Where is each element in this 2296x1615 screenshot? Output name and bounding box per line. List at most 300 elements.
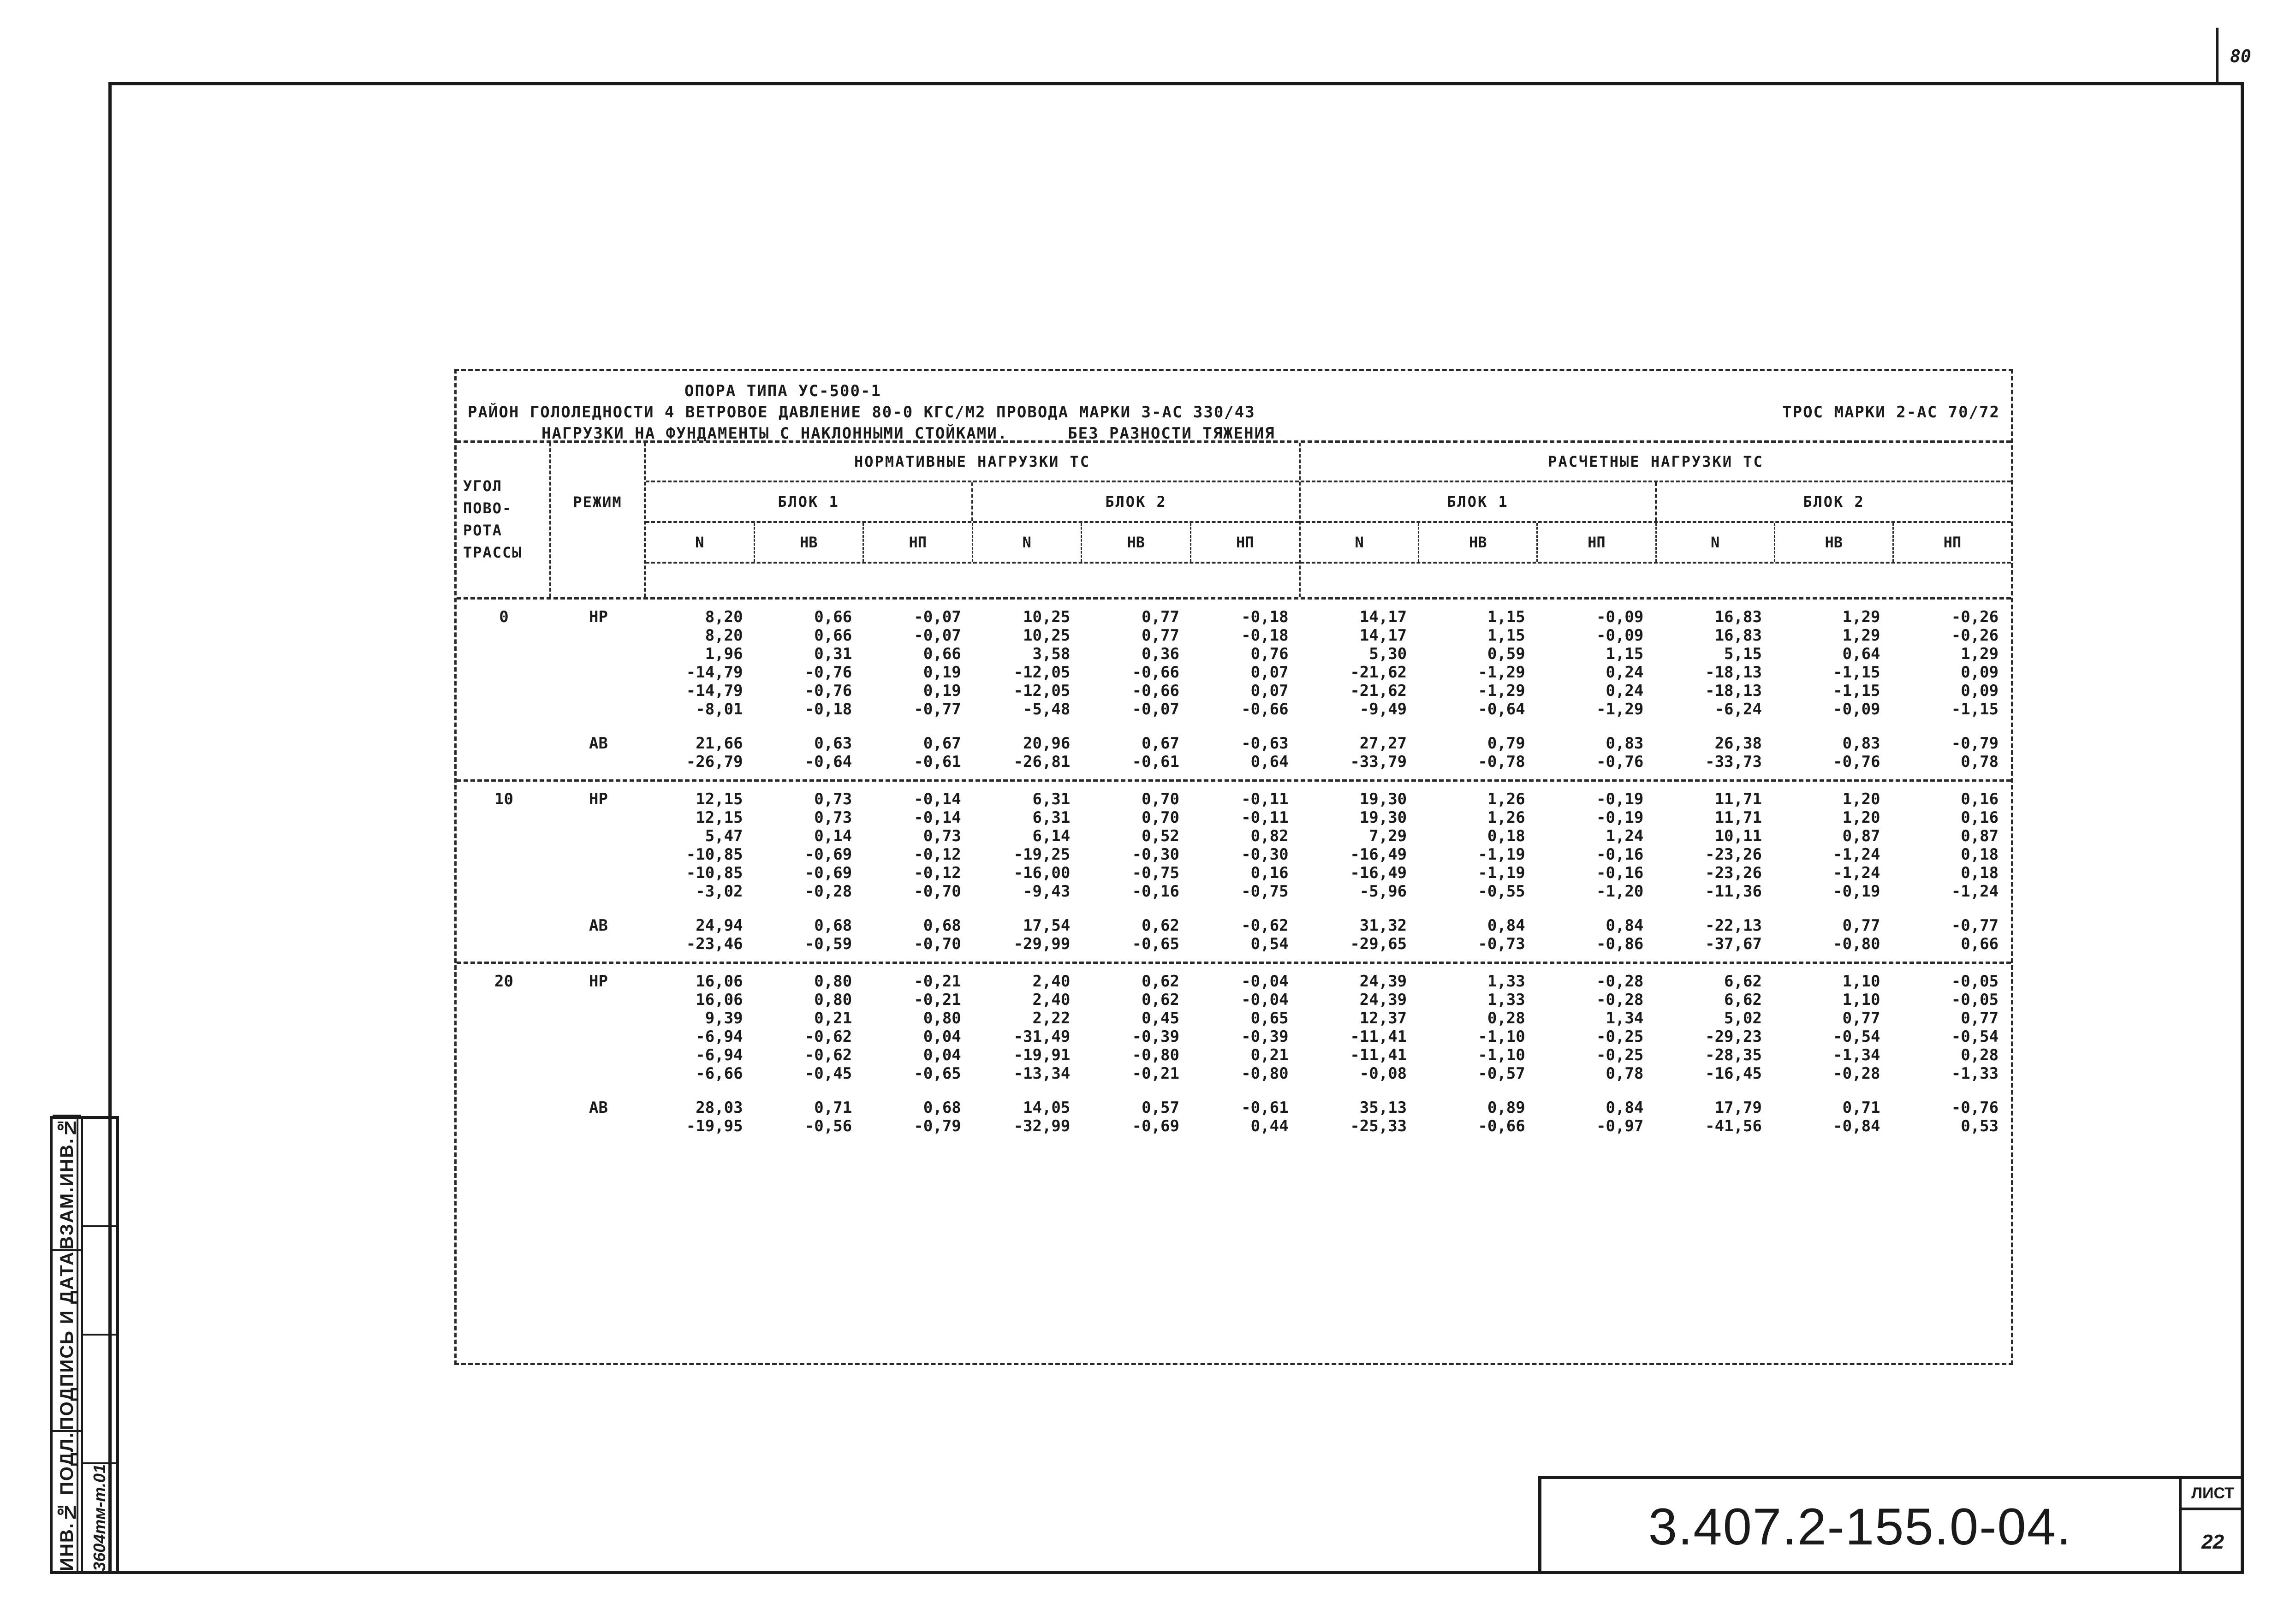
header-norm-block2: БЛОК 2: [1105, 493, 1167, 511]
table-row: [457, 682, 2011, 700]
value-cell: 8,20: [705, 626, 743, 645]
value-cell: 14,05: [1023, 1098, 1071, 1117]
table-row: [457, 626, 2011, 645]
mode-cell: АВ: [589, 916, 608, 935]
value-cell: -10,85: [686, 864, 743, 882]
value-cell: 6,14: [1032, 827, 1071, 845]
value-cell: -5,48: [1023, 700, 1071, 718]
value-cell: -1,15: [1833, 682, 1880, 700]
value-cell: -0,28: [804, 882, 852, 901]
value-cell: -0,11: [1241, 808, 1289, 827]
value-cell: 0,31: [814, 645, 852, 663]
value-cell: -1,29: [1478, 682, 1525, 700]
value-cell: -6,24: [1714, 700, 1762, 718]
table-row: [457, 1027, 2011, 1046]
value-cell: -6,66: [696, 1064, 743, 1083]
table-row: [457, 808, 2011, 827]
value-cell: -18,13: [1705, 663, 1762, 682]
value-cell: -28,35: [1705, 1046, 1762, 1064]
value-cell: -0,11: [1241, 790, 1289, 808]
value-cell: -0,73: [1478, 935, 1525, 953]
value-cell: -0,78: [1478, 753, 1525, 771]
value-cell: -0,19: [1833, 882, 1880, 901]
value-cell: -0,12: [914, 864, 961, 882]
value-cell: 8,20: [705, 608, 743, 626]
value-cell: 0,04: [923, 1027, 961, 1046]
angle-cell: [457, 882, 551, 901]
angle-cell: [457, 645, 551, 663]
value-cell: 0,19: [923, 663, 961, 682]
value-cell: -0,80: [1241, 1064, 1289, 1083]
value-cell: 0,09: [1961, 663, 1999, 682]
title-tension-note: БЕЗ РАЗНОСТИ ТЯЖЕНИЯ: [1068, 424, 1275, 443]
value-cell: 0,59: [1487, 645, 1525, 663]
value-cell: 7,29: [1369, 827, 1407, 845]
value-cell: 0,21: [814, 1009, 852, 1027]
value-cell: 16,83: [1714, 626, 1762, 645]
value-cell: -41,56: [1705, 1117, 1762, 1135]
angle-cell: 0: [499, 608, 509, 626]
value-cell: -0,26: [1951, 626, 1999, 645]
value-cell: -1,24: [1833, 845, 1880, 864]
value-cell: -0,04: [1241, 972, 1289, 991]
angle-cell: [457, 1046, 551, 1064]
value-cell: 0,67: [1142, 734, 1179, 753]
value-cell: -0,76: [1833, 753, 1880, 771]
value-cell: 0,66: [923, 645, 961, 663]
header-norm-block1: БЛОК 1: [646, 482, 973, 521]
angle-section: [457, 782, 2011, 964]
angle-cell: [457, 626, 551, 645]
value-cell: -0,86: [1596, 935, 1644, 953]
table-body: [457, 600, 2011, 1144]
value-cell: -18,13: [1705, 682, 1762, 700]
sidebar-values: [83, 1119, 116, 1571]
value-cell: 1,29: [1961, 645, 1999, 663]
title-block: [1538, 1476, 2244, 1574]
value-cell: 0,64: [1842, 645, 1880, 663]
value-cell: 0,84: [1487, 916, 1525, 935]
value-cell: -11,36: [1705, 882, 1762, 901]
value-cell: 0,16: [1961, 808, 1999, 827]
value-cell: 1,10: [1842, 991, 1880, 1009]
angle-cell: [457, 700, 551, 718]
angle-cell: 20: [494, 972, 513, 991]
value-cell: -0,63: [1241, 734, 1289, 753]
table-row: [457, 663, 2011, 682]
value-cell: -0,16: [1596, 864, 1644, 882]
value-cell: -0,70: [914, 882, 961, 901]
angle-cell: [457, 734, 551, 753]
value-cell: -0,64: [1478, 700, 1525, 718]
value-cell: -6,94: [696, 1027, 743, 1046]
value-cell: -25,33: [1350, 1117, 1407, 1135]
value-cell: 0,87: [1842, 827, 1880, 845]
sheet-label: ЛИСТ: [2182, 1479, 2244, 1510]
value-cell: -11,41: [1350, 1027, 1407, 1046]
angle-cell: [457, 827, 551, 845]
corner-divider: [2216, 28, 2219, 83]
value-cell: 16,06: [696, 972, 743, 991]
value-cell: 0,24: [1606, 663, 1644, 682]
value-cell: 1,96: [705, 645, 743, 663]
value-cell: -0,62: [804, 1027, 852, 1046]
angle-cell: [457, 1117, 551, 1135]
value-cell: -1,19: [1478, 864, 1525, 882]
value-cell: -0,84: [1833, 1117, 1880, 1135]
value-cell: 10,11: [1714, 827, 1762, 845]
value-cell: -26,79: [686, 753, 743, 771]
angle-cell: [457, 991, 551, 1009]
value-cell: -0,76: [804, 663, 852, 682]
table-title: [457, 371, 2011, 443]
value-cell: 28,03: [696, 1098, 743, 1117]
value-cell: -0,77: [1951, 916, 1999, 935]
value-cell: -12,05: [1013, 682, 1071, 700]
value-cell: -0,59: [804, 935, 852, 953]
value-cell: 0,52: [1142, 827, 1179, 845]
value-cell: -0,08: [1359, 1064, 1407, 1083]
value-cell: -0,79: [1951, 734, 1999, 753]
value-cell: -21,62: [1350, 682, 1407, 700]
value-cell: 1,15: [1487, 608, 1525, 626]
value-cell: 0,73: [814, 808, 852, 827]
value-cell: 0,73: [923, 827, 961, 845]
value-cell: 0,78: [1961, 753, 1999, 771]
value-cell: -0,54: [1951, 1027, 1999, 1046]
value-cell: 24,39: [1359, 972, 1407, 991]
value-cell: -0,61: [1241, 1098, 1289, 1117]
value-cell: 0,64: [1250, 753, 1289, 771]
value-cell: -13,34: [1013, 1064, 1071, 1083]
value-cell: -0,39: [1132, 1027, 1179, 1046]
table-row: [457, 972, 2011, 991]
document-code: 3.407.2-155.0-04.: [1648, 1497, 2072, 1556]
value-cell: 2,22: [1032, 1009, 1071, 1027]
header-mode: РЕЖИМ: [551, 443, 646, 597]
value-cell: 6,62: [1724, 972, 1762, 991]
value-cell: -16,49: [1350, 864, 1407, 882]
mode-cell: [551, 626, 646, 645]
value-cell: 24,39: [1359, 991, 1407, 1009]
header-calc-block2: БЛОК 2: [1803, 493, 1865, 511]
value-cell: -0,61: [1132, 753, 1179, 771]
value-cell: -16,45: [1705, 1064, 1762, 1083]
mode-cell: [551, 682, 646, 700]
mode-cell: [551, 1046, 646, 1064]
value-cell: -9,49: [1359, 700, 1407, 718]
value-cell: 0,82: [1250, 827, 1289, 845]
value-cell: 0,66: [1961, 935, 1999, 953]
table-row: [457, 700, 2011, 718]
value-cell: 1,33: [1487, 991, 1525, 1009]
value-cell: -1,20: [1596, 882, 1644, 901]
value-cell: 1,24: [1606, 827, 1644, 845]
mode-cell: [551, 827, 646, 845]
value-cell: 1,33: [1487, 972, 1525, 991]
value-cell: -0,61: [914, 753, 961, 771]
value-cell: -0,05: [1951, 972, 1999, 991]
value-cell: 5,02: [1724, 1009, 1762, 1027]
sidebar-label-inv-podl: ИНВ.№ ПОДЛ.: [56, 1432, 77, 1571]
value-cell: -0,19: [1596, 790, 1644, 808]
value-cell: 14,17: [1359, 608, 1407, 626]
mode-cell: [551, 935, 646, 953]
value-cell: -0,09: [1596, 608, 1644, 626]
value-cell: 1,20: [1842, 808, 1880, 827]
value-cell: 0,54: [1250, 935, 1289, 953]
value-cell: -19,95: [686, 1117, 743, 1135]
value-cell: 0,80: [814, 991, 852, 1009]
value-cell: -19,91: [1013, 1046, 1071, 1064]
value-cell: -0,07: [914, 608, 961, 626]
value-cell: -0,14: [914, 790, 961, 808]
angle-section: [457, 964, 2011, 1144]
value-cell: -1,29: [1478, 663, 1525, 682]
mode-cell: [551, 1027, 646, 1046]
sidebar-labels: [53, 1116, 83, 1571]
table-row: [457, 790, 2011, 808]
value-cell: 1,20: [1842, 790, 1880, 808]
value-cell: -0,66: [1132, 682, 1179, 700]
value-cell: -0,07: [1132, 700, 1179, 718]
value-cell: 0,07: [1250, 663, 1289, 682]
sidebar-label-signature-date: ПОДПИСЬ И ДАТА: [56, 1251, 77, 1431]
value-cell: 0,70: [1142, 808, 1179, 827]
value-cell: -19,25: [1013, 845, 1071, 864]
value-cell: 0,84: [1606, 916, 1644, 935]
value-cell: 3,58: [1032, 645, 1071, 663]
angle-cell: [457, 663, 551, 682]
mode-cell: [551, 845, 646, 864]
value-cell: 0,14: [814, 827, 852, 845]
value-cell: -0,28: [1596, 972, 1644, 991]
title-support-type: ОПОРА ТИПА УС-500-1: [684, 382, 881, 400]
value-cell: 0,19: [923, 682, 961, 700]
value-cell: -0,09: [1596, 626, 1644, 645]
value-cell: -0,76: [1596, 753, 1644, 771]
mode-cell: АВ: [589, 1098, 608, 1117]
mode-cell: [551, 1117, 646, 1135]
value-cell: 0,77: [1961, 1009, 1999, 1027]
value-cell: -0,25: [1596, 1046, 1644, 1064]
table-row: [457, 827, 2011, 845]
header-calculated-group: РАСЧЕТНЫЕ НАГРУЗКИ ТС БЛОК 1 БЛОК 2 N НВ НП N НВ НП: [1301, 443, 2011, 597]
value-cell: 1,34: [1606, 1009, 1644, 1027]
value-cell: 6,31: [1032, 808, 1071, 827]
value-cell: 2,40: [1032, 972, 1071, 991]
value-cell: 0,44: [1250, 1117, 1289, 1135]
header-calculated-title: РАСЧЕТНЫЕ НАГРУЗКИ ТС: [1301, 443, 2011, 482]
value-cell: -5,96: [1359, 882, 1407, 901]
value-cell: -31,49: [1013, 1027, 1071, 1046]
value-cell: -14,79: [686, 663, 743, 682]
value-cell: -21,62: [1350, 663, 1407, 682]
value-cell: 0,83: [1606, 734, 1644, 753]
approval-sidebar: [50, 1116, 119, 1574]
value-cell: 6,31: [1032, 790, 1071, 808]
value-cell: 0,73: [814, 790, 852, 808]
value-cell: -14,79: [686, 682, 743, 700]
value-cell: 5,47: [705, 827, 743, 845]
value-cell: 11,71: [1714, 808, 1762, 827]
value-cell: -0,30: [1241, 845, 1289, 864]
value-cell: -1,34: [1833, 1046, 1880, 1064]
value-cell: 26,38: [1714, 734, 1762, 753]
value-cell: 0,71: [1842, 1098, 1880, 1117]
value-cell: -0,16: [1132, 882, 1179, 901]
table-row: [457, 734, 2011, 753]
value-cell: -0,54: [1833, 1027, 1880, 1046]
value-cell: 14,17: [1359, 626, 1407, 645]
value-cell: 0,28: [1487, 1009, 1525, 1027]
value-cell: 0,87: [1961, 827, 1999, 845]
angle-cell: [457, 1027, 551, 1046]
value-cell: -0,69: [804, 864, 852, 882]
value-cell: -0,62: [1241, 916, 1289, 935]
header-normative-title: НОРМАТИВНЫЕ НАГРУЗКИ ТС: [646, 443, 1299, 482]
value-cell: 0,16: [1250, 864, 1289, 882]
angle-cell: [457, 916, 551, 935]
value-cell: -37,67: [1705, 935, 1762, 953]
value-cell: -29,65: [1350, 935, 1407, 953]
value-cell: -10,85: [686, 845, 743, 864]
title-conditions: [468, 402, 2000, 423]
sheet-cell: [2179, 1479, 2244, 1574]
value-cell: -0,57: [1478, 1064, 1525, 1083]
value-cell: -12,05: [1013, 663, 1071, 682]
mode-cell: НР: [589, 790, 608, 808]
value-cell: -0,80: [1132, 1046, 1179, 1064]
value-cell: -26,81: [1013, 753, 1071, 771]
value-cell: 0,68: [923, 916, 961, 935]
value-cell: 0,62: [1142, 916, 1179, 935]
value-cell: 12,15: [696, 808, 743, 827]
value-cell: -1,10: [1478, 1027, 1525, 1046]
value-cell: 0,65: [1250, 1009, 1289, 1027]
value-cell: -1,29: [1596, 700, 1644, 718]
value-cell: 0,57: [1142, 1098, 1179, 1117]
value-cell: 0,80: [814, 972, 852, 991]
value-cell: -0,62: [804, 1046, 852, 1064]
value-cell: -0,97: [1596, 1117, 1644, 1135]
value-cell: 21,66: [696, 734, 743, 753]
value-cell: 0,71: [814, 1098, 852, 1117]
value-cell: 0,63: [814, 734, 852, 753]
value-cell: 0,84: [1606, 1098, 1644, 1117]
value-cell: -0,25: [1596, 1027, 1644, 1046]
angle-cell: 10: [494, 790, 513, 808]
value-cell: -0,45: [804, 1064, 852, 1083]
value-cell: -0,77: [914, 700, 961, 718]
value-cell: 1,15: [1487, 626, 1525, 645]
value-cell: -0,28: [1833, 1064, 1880, 1083]
angle-cell: [457, 753, 551, 771]
mode-cell: [551, 1064, 646, 1083]
value-cell: 5,30: [1369, 645, 1407, 663]
value-cell: 16,06: [696, 991, 743, 1009]
value-cell: 0,77: [1842, 916, 1880, 935]
angle-cell: [457, 864, 551, 882]
value-cell: 0,77: [1842, 1009, 1880, 1027]
sidebar-label-vzam-inv: ВЗАМ.ИНВ.№: [56, 1116, 77, 1250]
sheet-number: 22: [2201, 1531, 2224, 1553]
value-cell: 19,30: [1359, 808, 1407, 827]
angle-cell: [457, 808, 551, 827]
header-angle: УГОЛ ПОВО- РОТА ТРАССЫ: [457, 443, 551, 597]
value-cell: -9,43: [1023, 882, 1071, 901]
value-cell: 0,68: [814, 916, 852, 935]
value-cell: -0,09: [1833, 700, 1880, 718]
value-cell: 0,80: [923, 1009, 961, 1027]
table-row: [457, 1064, 2011, 1083]
value-cell: 0,70: [1142, 790, 1179, 808]
value-cell: 0,07: [1250, 682, 1289, 700]
value-cell: 0,78: [1606, 1064, 1644, 1083]
value-cell: 0,66: [814, 608, 852, 626]
value-cell: 0,76: [1250, 645, 1289, 663]
table-row: [457, 845, 2011, 864]
value-cell: 0,36: [1142, 645, 1179, 663]
value-cell: 0,53: [1961, 1117, 1999, 1135]
value-cell: -0,26: [1951, 608, 1999, 626]
table-row: [457, 1117, 2011, 1135]
value-cell: -0,75: [1241, 882, 1289, 901]
value-cell: -0,12: [914, 845, 961, 864]
value-cell: -0,80: [1833, 935, 1880, 953]
value-cell: 0,62: [1142, 972, 1179, 991]
title-foundation-loads: НАГРУЗКИ НА ФУНДАМЕНТЫ С НАКЛОННЫМИ СТОЙКАМИ.: [541, 424, 1008, 443]
value-cell: -0,39: [1241, 1027, 1289, 1046]
value-cell: -16,49: [1350, 845, 1407, 864]
value-cell: -0,75: [1132, 864, 1179, 882]
value-cell: -0,66: [1132, 663, 1179, 682]
mode-cell: [551, 1009, 646, 1027]
load-table: [454, 369, 2013, 1365]
value-cell: -0,18: [1241, 626, 1289, 645]
value-cell: -1,24: [1951, 882, 1999, 901]
angle-section: [457, 600, 2011, 782]
table-row: [457, 1098, 2011, 1117]
value-cell: 0,83: [1842, 734, 1880, 753]
value-cell: 0,45: [1142, 1009, 1179, 1027]
value-cell: -0,21: [914, 991, 961, 1009]
value-cell: 9,39: [705, 1009, 743, 1027]
mode-cell: [551, 864, 646, 882]
value-cell: -0,04: [1241, 991, 1289, 1009]
value-cell: -0,69: [1132, 1117, 1179, 1135]
header-calc-block1: БЛОК 1: [1301, 482, 1657, 521]
value-cell: 1,26: [1487, 808, 1525, 827]
value-cell: -8,01: [696, 700, 743, 718]
value-cell: -16,00: [1013, 864, 1071, 882]
value-cell: 27,27: [1359, 734, 1407, 753]
value-cell: -0,18: [804, 700, 852, 718]
value-cell: 12,15: [696, 790, 743, 808]
value-cell: -1,19: [1478, 845, 1525, 864]
title-cable-type: ТРОС МАРКИ 2-АС 70/72: [1782, 403, 2000, 422]
value-cell: -0,21: [1132, 1064, 1179, 1083]
value-cell: -1,15: [1833, 663, 1880, 682]
value-cell: -1,15: [1951, 700, 1999, 718]
value-cell: -0,65: [914, 1064, 961, 1083]
table-row: [457, 864, 2011, 882]
mode-cell: [551, 882, 646, 901]
table-row: [457, 1009, 2011, 1027]
value-cell: -0,55: [1478, 882, 1525, 901]
table-row: [457, 1046, 2011, 1064]
value-cell: 0,04: [923, 1046, 961, 1064]
